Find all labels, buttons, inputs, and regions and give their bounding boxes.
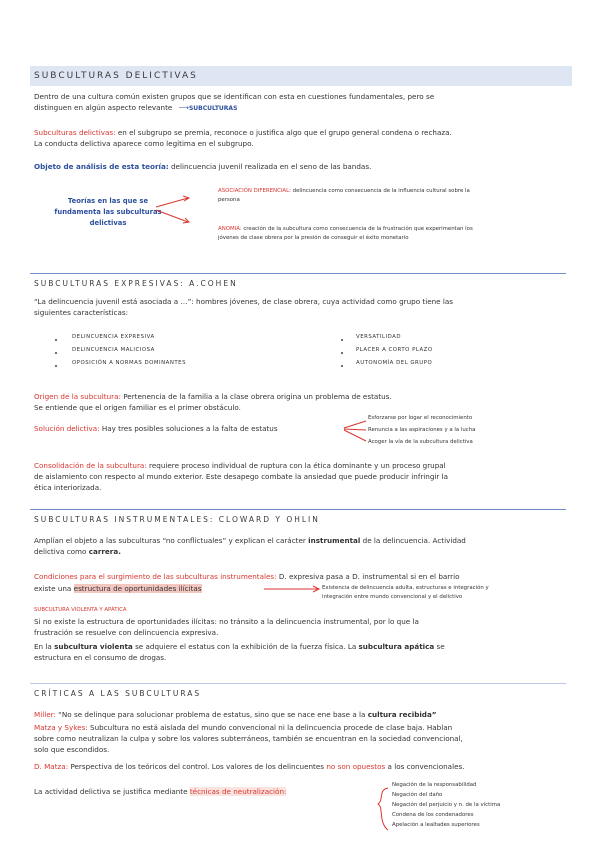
technique-item: Apelación a lealtades superiores — [392, 822, 480, 828]
bullet-icon — [341, 352, 343, 354]
origin-line: Se entiende que el origen familiar es el primer obstáculo. — [34, 403, 241, 412]
definition-line: Subculturas delictivas: en el subgrupo se premia, reconoce o justifica algo que el grupo general condena o rechaza. — [34, 128, 452, 137]
violent-apathy-line: frustración se resuelve con delincuencia expresiva. — [34, 628, 219, 637]
asoc-line: persona — [218, 197, 240, 203]
section-divider — [30, 509, 566, 510]
object-line: Objeto de análisis de esta teoría: delincuencia juvenil realizada en el seno de las bandas. — [34, 162, 372, 171]
matza-line: solo que escondidos. — [34, 745, 110, 754]
arrow-target: SUBCULTURAS — [188, 105, 238, 112]
solution-option: Acoger la vía de la subcultura delictiva — [368, 439, 473, 445]
solution-option: Renuncia a las aspiraciones y a la lucha — [368, 427, 476, 433]
instrumental-intro: Amplían el objeto a las subculturas “no conflictuales” y explican el carácter instrumental de la delincuencia. Actividad — [34, 536, 466, 545]
quote-line: siguientes características: — [34, 308, 129, 317]
anomia-line: ANOMIA: creación de la subcultura como consecuencia de la frustración que experimentan los — [218, 226, 473, 232]
bullet-icon — [55, 352, 57, 354]
conditions-note: integración entre mundo convencional y el delictivo — [322, 594, 463, 600]
miller-line: Miller: “No se delinque para solucionar problema de estatus, sino que se nace ene base a la cultura recibida” — [34, 710, 437, 719]
subheading: SUBCULTURA VIOLENTA Y APÁTICA — [34, 607, 127, 613]
asoc-line: ASOCIACIÓN DIFERENCIAL: delincuencia como consecuencia de la influencia cultural sobre la — [218, 188, 470, 194]
definition-line: La conducta delictiva aparece como legítima en el subgrupo. — [34, 139, 254, 148]
solution-option: Esforzarse por logar el reconocimiento — [368, 415, 473, 421]
technique-item: Negación de la responsabilidad — [392, 782, 477, 788]
quote-line: “La delincuencia juvenil está asociada a …”: hombres jóvenes, de clase obrera, cuya actividad como grupo tiene las — [34, 297, 454, 306]
list-item: VERSATILIDAD — [356, 334, 401, 340]
section-divider — [30, 273, 566, 274]
consolidation-line: Consolidación de la subcultura: requiere proceso individual de ruptura con la ética dominante y un proceso grupal — [34, 461, 446, 470]
origin-line: Origen de la subcultura: Pertenencia de la familia a la clase obrera origina un problema de estatus. — [34, 392, 392, 401]
violent-apathy-line: Si no existe la estructura de oportunidades ilícitas: no tránsito a la delincuencia instrumental, por lo que la — [34, 617, 419, 626]
list-item: DELINCUENCIA EXPRESIVA — [72, 334, 155, 340]
bullet-icon — [55, 365, 57, 367]
list-item: PLACER A CORTO PLAZO — [356, 347, 433, 353]
intro-line: Dentro de una cultura común existen grupos que se identifican con esta en cuestiones fundamentales, pero se — [34, 92, 435, 101]
arrow-icon: ⟶ — [178, 103, 189, 112]
matza-line: Matza y Sykes: Subcultura no está aislada del mundo convencional ni la delincuencia procede de clase baja. Hablan — [34, 723, 453, 732]
solution-line: Solución delictiva: Hay tres posibles soluciones a la falta de estatus — [34, 424, 278, 433]
object-label: Objeto de análisis de esta teoría: — [34, 162, 169, 171]
list-item: DELINCUENCIA MALICIOSA — [72, 347, 155, 353]
list-item: OPOSICIÓN A NORMAS DOMINANTES — [72, 360, 186, 366]
theories-box: Teorías en las que se fundamenta las subculturas delictivas — [54, 197, 162, 227]
bullet-icon — [341, 339, 343, 341]
violent-apathy-line: En la subcultura violenta se adquiere el estatus con la exhibición de la fuerza física. La subcultura apática se — [34, 642, 445, 651]
section-title: CRÍTICAS A LAS SUBCULTURAS — [34, 689, 202, 698]
conditions-note: Existencia de delincuencia adulta, estructuras e integración y — [322, 585, 489, 591]
technique-item: Condena de los condenadores — [392, 812, 474, 818]
technique-item: Negación del daño — [392, 792, 443, 798]
list-item: AUTONOMÍA DEL GRUPO — [356, 360, 433, 366]
section-title: SUBCULTURAS INSTRUMENTALES: CLOWARD Y OHLIN — [34, 515, 320, 524]
intro-line: distinguen en algún aspecto relevante ⟶SUBCULTURAS — [34, 103, 238, 112]
instrumental-intro: delictiva como carrera. — [34, 547, 121, 556]
consolidation-line: ética interiorizada. — [34, 483, 102, 492]
violent-apathy-line: estructura en el consumo de drogas. — [34, 653, 167, 662]
highlighted-term: estructura de oportunidades ilícitas — [73, 584, 202, 593]
conditions-line: existe una estructura de oportunidades ilícitas — [34, 584, 202, 593]
dmatza-line: D. Matza: Perspectiva de los teóricos del control. Los valores de los delincuentes no son opuestos a los convencionales. — [34, 762, 465, 771]
bullet-icon — [55, 339, 57, 341]
section-title: SUBCULTURAS EXPRESIVAS: A.COHEN — [34, 279, 238, 288]
consolidation-line: de aislamiento con respecto al mundo exterior. Este desapego combate la ansiedad que puede producir infringir la — [34, 472, 449, 481]
section-title: SUBCULTURAS DELICTIVAS — [34, 71, 198, 81]
matza-line: sobre como neutralizan la culpa y sobre los valores subterráneos, también se encuentran en la sociedad convencional, — [34, 734, 463, 743]
technique-item: Negación del perjuicio y n. de la víctima — [392, 802, 501, 808]
justification-line: La actividad delictiva se justifica mediante técnicas de neutralización: — [34, 787, 287, 796]
bullet-icon — [341, 365, 343, 367]
definition-label: Subculturas delictivas: — [34, 128, 116, 137]
section-divider — [30, 683, 566, 684]
conditions-line: Condiciones para el surgimiento de las subculturas instrumentales: D. expresiva pasa a D. instrumental si en el barrio — [34, 572, 460, 581]
anomia-line: jóvenes de clase obrera por la presión de conseguir el éxito monetario — [218, 235, 409, 241]
